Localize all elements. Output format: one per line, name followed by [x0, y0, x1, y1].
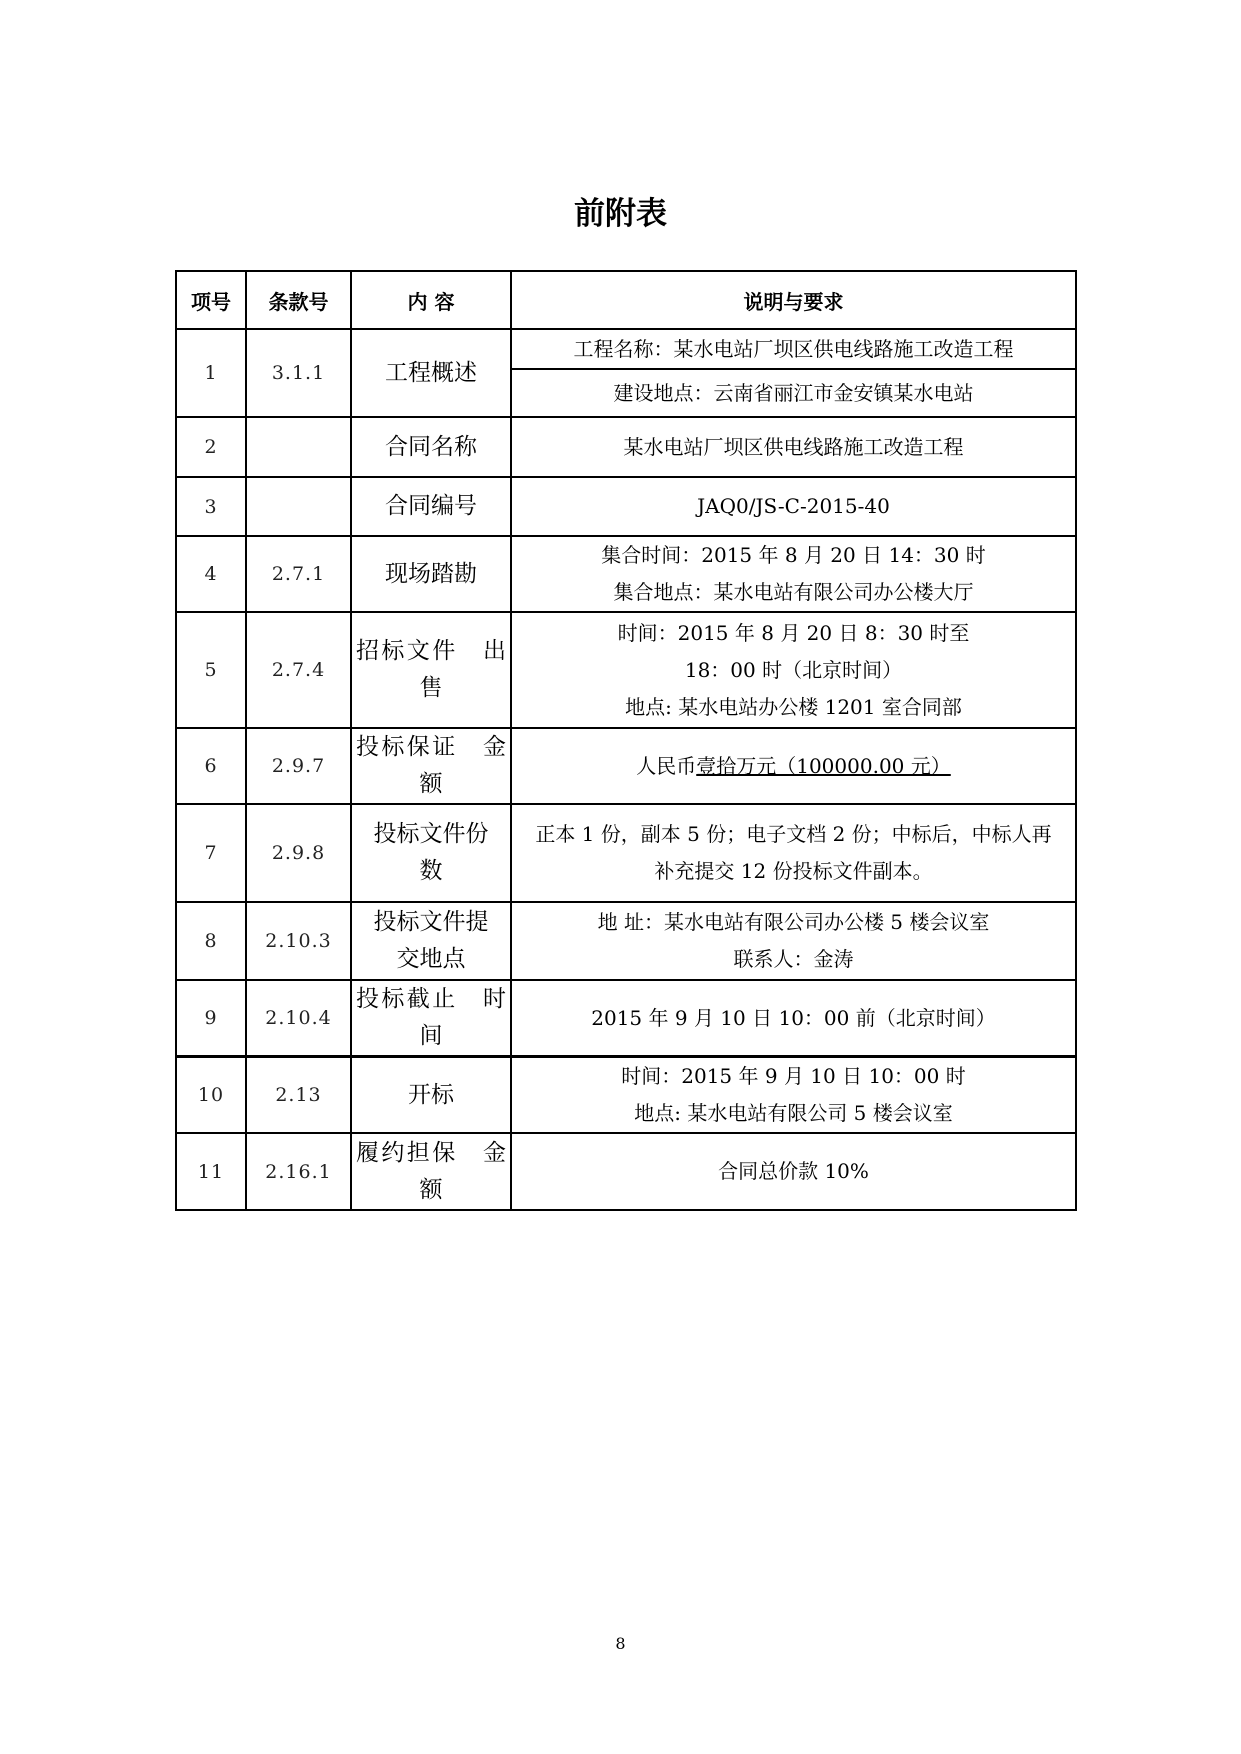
row-desc-line: 联系人：金涛	[733, 947, 854, 971]
table-row	[176, 1057, 1076, 1134]
row-number: 6	[176, 728, 246, 804]
row-desc-line: 合同总价款 10%	[511, 1133, 1076, 1210]
row-desc-line: JAQ0/JS-C-2015-40	[511, 477, 1076, 536]
page-number: 8	[615, 1634, 626, 1653]
page-title: 前附表	[574, 196, 667, 232]
header-content: 内 容	[351, 271, 511, 329]
row-item	[351, 980, 511, 1057]
front-attached-table	[175, 270, 1077, 1211]
table-row	[176, 329, 1076, 369]
row-desc	[511, 1057, 1076, 1134]
row-desc	[511, 536, 1076, 612]
row-desc	[511, 612, 1076, 728]
row-desc-line: 18：00 时（北京时间）	[684, 657, 903, 682]
clause-number: 2.13	[246, 1057, 351, 1134]
table-row	[176, 477, 1076, 536]
row-item	[351, 612, 511, 728]
row-desc-line: 建设地点：云南省丽江市金安镇某水电站	[511, 369, 1076, 417]
row-item-line: 履约担保 金	[356, 1139, 506, 1166]
row-number: 7	[176, 804, 246, 902]
table-row	[176, 980, 1076, 1057]
row-number: 5	[176, 612, 246, 728]
clause-number	[246, 477, 351, 536]
row-item-line: 售	[419, 675, 443, 701]
row-desc-line: 正本 1 份，副本 5 份；电子文档 2 份；中标后，中标人再	[535, 822, 1052, 846]
table-row	[176, 728, 1076, 804]
row-item: 现场踏勘	[351, 536, 511, 612]
row-item	[351, 728, 511, 804]
row-desc-line: 时间：2015 年 8 月 20 日 8：30 时至	[617, 620, 970, 645]
clause-number: 2.7.4	[246, 612, 351, 728]
row-item-line: 投标截止 时	[356, 986, 506, 1012]
clause-number: 2.9.8	[246, 804, 351, 902]
row-item-line: 交地点	[396, 946, 466, 972]
row-desc-line: 2015 年 9 月 10 日 10：00 前（北京时间）	[511, 980, 1076, 1057]
desc-prefix: 人民币	[636, 753, 697, 778]
header-item-no: 项号	[176, 271, 246, 329]
row-number: 10	[176, 1057, 246, 1134]
row-item: 合同名称	[351, 417, 511, 477]
row-desc-line: 地点: 某水电站办公楼 1201 室合同部	[625, 694, 962, 719]
row-desc-line: 补充提交 12 份投标文件副本。	[654, 859, 933, 883]
row-number: 8	[176, 902, 246, 980]
row-item-line: 额	[419, 1176, 443, 1203]
row-item-line: 数	[419, 858, 443, 884]
row-desc	[511, 804, 1076, 902]
row-desc-line: 时间：2015 年 9 月 10 日 10：00 时	[621, 1064, 966, 1088]
clause-number: 2.16.1	[246, 1133, 351, 1210]
row-desc-line: 地 址：某水电站有限公司办公楼 5 楼会议室	[597, 910, 990, 934]
row-item-line: 招标文件 出	[356, 638, 506, 664]
row-desc-line: 集合地点：某水电站有限公司办公楼大厅	[613, 580, 974, 604]
row-item	[351, 804, 511, 902]
row-number: 3	[176, 477, 246, 536]
table-row	[176, 536, 1076, 612]
row-item-line: 投标保证 金	[356, 734, 506, 760]
row-desc-line: 工程名称：某水电站厂坝区供电线路施工改造工程	[511, 329, 1076, 369]
row-desc	[511, 728, 1076, 804]
row-number: 11	[176, 1133, 246, 1210]
clause-number	[246, 417, 351, 477]
row-item: 开标	[351, 1057, 511, 1134]
row-item: 工程概述	[351, 329, 511, 417]
row-number: 4	[176, 536, 246, 612]
clause-number: 2.10.4	[246, 980, 351, 1057]
table-row	[176, 804, 1076, 902]
table-row	[176, 902, 1076, 980]
desc-underlined-amount: 壹拾万元（100000.00 元）	[696, 753, 951, 778]
row-item-line: 间	[419, 1023, 443, 1049]
row-desc-line: 某水电站厂坝区供电线路施工改造工程	[511, 417, 1076, 477]
header-clause-no: 条款号	[246, 271, 351, 329]
clause-number: 2.7.1	[246, 536, 351, 612]
clause-number: 2.10.3	[246, 902, 351, 980]
row-item-line: 额	[419, 771, 443, 797]
table-row	[176, 1133, 1076, 1210]
row-desc-line: 集合时间：2015 年 8 月 20 日 14：30 时	[601, 543, 986, 567]
row-item	[351, 902, 511, 980]
table-header-row	[176, 271, 1076, 329]
row-number: 1	[176, 329, 246, 417]
row-number: 9	[176, 980, 246, 1057]
table-row	[176, 417, 1076, 477]
clause-number: 3.1.1	[246, 329, 351, 417]
header-requirements: 说明与要求	[511, 271, 1076, 329]
clause-number: 2.9.7	[246, 728, 351, 804]
row-desc	[511, 902, 1076, 980]
row-item-line: 投标文件提	[373, 909, 489, 935]
table-row	[176, 612, 1076, 728]
row-item: 合同编号	[351, 477, 511, 536]
row-item-line: 投标文件份	[373, 821, 489, 847]
row-number: 2	[176, 417, 246, 477]
row-item	[351, 1133, 511, 1210]
row-desc-line: 地点: 某水电站有限公司 5 楼会议室	[634, 1101, 953, 1125]
